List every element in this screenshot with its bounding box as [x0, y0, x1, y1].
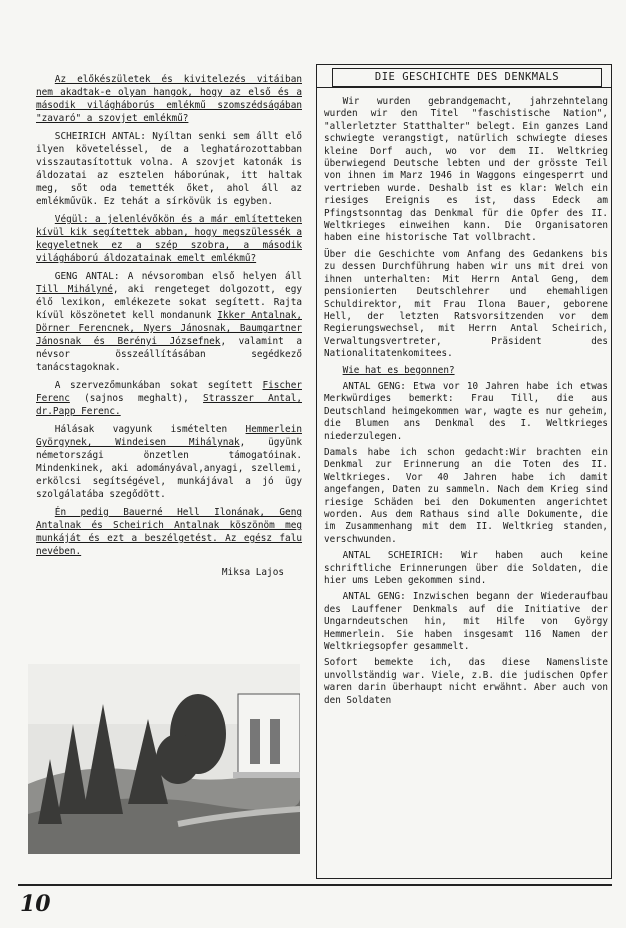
- thanks-paragraph: [36, 423, 302, 501]
- text-span: A szervezőmunkában sokat segített: [54, 380, 263, 391]
- right-frame-bottom-border: [316, 878, 612, 879]
- footer-rule: [18, 884, 612, 886]
- names-list: Ikker Antalnak, Dörner Ferencnek, Nyers Jánosnak, Baumgartner Jánosnak és Berényi Józsefnek: [36, 310, 302, 347]
- memorial-park-photo: [28, 664, 300, 854]
- answer-geng: [36, 270, 302, 374]
- right-frame-left-border: [316, 64, 317, 879]
- text-span: (sajnos meghalt),: [69, 393, 204, 404]
- geng-answer-1: ANTAL GENG: Etwa vor 10 Jahren habe ich etwas Merkwürdiges bemerkt: Frau Till, die aus Deutschland heimgekommen war, wagte es nur geheim, die Blumen ans Denkmal des I. Weltkrieges niederzulegen.: [324, 380, 608, 442]
- question-heading: Wie hat es begonnen?: [342, 364, 455, 376]
- answer-scheirich: SCHEIRICH ANTAL: Nyíltan senki sem állt elő ilyen követeléssel, de a leghatározottabban visszautasítottuk volna. A szovjet katonák is áldozatai az esztelen háborúnak, itt haltak meg, sőt oda temették őket, ahol áll az emlékművük. Ez tehát a sírkövük is egyben.: [36, 131, 302, 207]
- text-span: , valamint a névsor összeállításában segédkező tanácstagoknak.: [36, 336, 302, 373]
- name-till: Till Mihályné: [36, 284, 113, 295]
- question-2: Végül: a jelenlévőkön és a már említetteken kívül kik segítettek abban, hogy megszülessék a kegyeletnek ez a szép szobra, a második világháború áldozatainak emelt emlékmű?: [36, 214, 302, 264]
- text-span: , ügyünk németországi önzetlen támogatóinak. Mindenkinek, aki adományával,anyagi, szellemi, erkölcsi segítségével, munkájával a jó ügy szolgálatába szegődött.: [36, 437, 302, 500]
- intro-paragraph: Wir wurden gebrandgemacht, jahrzehntelang wurden wir den Titel "faschistische Nation", "allerletzter Statthalter" belegt. Ein ganzes Land schwiegte verangstigt, natürlich schwiegte dieses kleine Dorf auch, wo vor dem II. Weltkrieg überwiegend Deutsche lebten und der grösste Teil von ihnen im Marz 1946 in Waggons eingesperrt und vertrieben wurde. Deshalb ist es klar: Welch ein riesiges Ereignis es ist, dass Edeck am Pfingstsonntag das Denkmal für die Opfer des II. Weltkrieges einweihen kann. Die Organisatoren haben eine historische Tat vollbracht.: [324, 96, 608, 244]
- page-number: 10: [20, 891, 51, 917]
- interview-intro: Über die Geschichte vom Anfang des Gedankens bis zu dessen Durchführung haben wir uns mit drei von ihnen unterhalten: Mit Herrn Antal Geng, dem pensionierten Deutschlehrer und ehemahligen Schuldirektor, mit Frau Ilona Bauer, geborene Hell, der letzten Ratsvorsitzenden vor dem Regierungswechsel, mit Herrn Antal Scheirich, Verwaltungsvertreter, Präsident des Nationalitatenkomitees.: [324, 248, 608, 360]
- names-supporters: Hemmerlein Györgynek, Windeisen Mihálynak: [36, 424, 302, 448]
- geng-answer-3: ANTAL GENG: Inzwischen begann der Wiederaufbau des Lauffener Denkmals auf die Initiative der Ungarndeutschen hin, mit Hilfe von György Hemmerlein. Sie haben insgesamt 116 Namen der Weltkriegsopfer gesammelt.: [324, 591, 608, 653]
- name-fischer: Fischer Ferenc: [36, 380, 302, 404]
- signature: Miksa Lajos: [221, 567, 284, 578]
- photo-image: [28, 664, 300, 854]
- text-span: Hálásak vagyunk ismételten: [54, 424, 246, 435]
- text-span: GENG ANTAL: A névsoromban első helyen áll: [54, 271, 302, 282]
- scheirich-answer: ANTAL SCHEIRICH: Wir haben auch keine schriftliche Erinnerungen über die Soldaten, die hier ums Leben gekommen sind.: [324, 550, 608, 587]
- right-column: [324, 96, 608, 711]
- left-column: [36, 73, 302, 584]
- closing-paragraph: Én pedig Bauerné Hell Ilonának, Geng Antalnak és Scheirich Antalnak köszönöm meg munkáját és ezt a beszélgetést. Az egész falu nevében.: [36, 507, 302, 557]
- organizers-paragraph: [36, 379, 302, 418]
- text-span: , aki rengeteget dolgozott, egy élő lexikon, emlékezete sokat segített. Rajta kívül köszönetet kell mondanunk: [36, 284, 302, 321]
- right-frame-right-border: [611, 64, 612, 879]
- article-title: DIE GESCHICHTE DES DENKMALS: [332, 68, 602, 87]
- question-1: Az előkészületek és kivitelezés vitáiban nem akadtak-e olyan hangok, hogy az első és a második világháborús emlékmű szomszédságában "zavaró" a szovjet emlékmű?: [36, 74, 302, 124]
- names-strasser-papp: Strasszer Antal, dr.Papp Ferenc.: [36, 393, 302, 417]
- geng-answer-2: Damals habe ich schon gedacht:Wir brachten ein Denkmal zur Erinnerung an die Toten des II. Weltkrieges. Vor 40 Jahren habe ich damit angefangen, Daten zu sammeln. Nach dem Krieg sind riesige Schäden bei den Dokumenten angerichtet worden. Aus dem Rathaus sind alle Dokumente, die im Zusammenhang mit dem II. Weltkrieg standen, verschwunden.: [324, 446, 608, 545]
- geng-answer-4: Sofort bemekte ich, das diese Namensliste unvollständig war. Viele, z.B. die judischen Opfer waren darin überhaupt nicht erwähnt. Aber auch von den Soldaten: [324, 657, 608, 706]
